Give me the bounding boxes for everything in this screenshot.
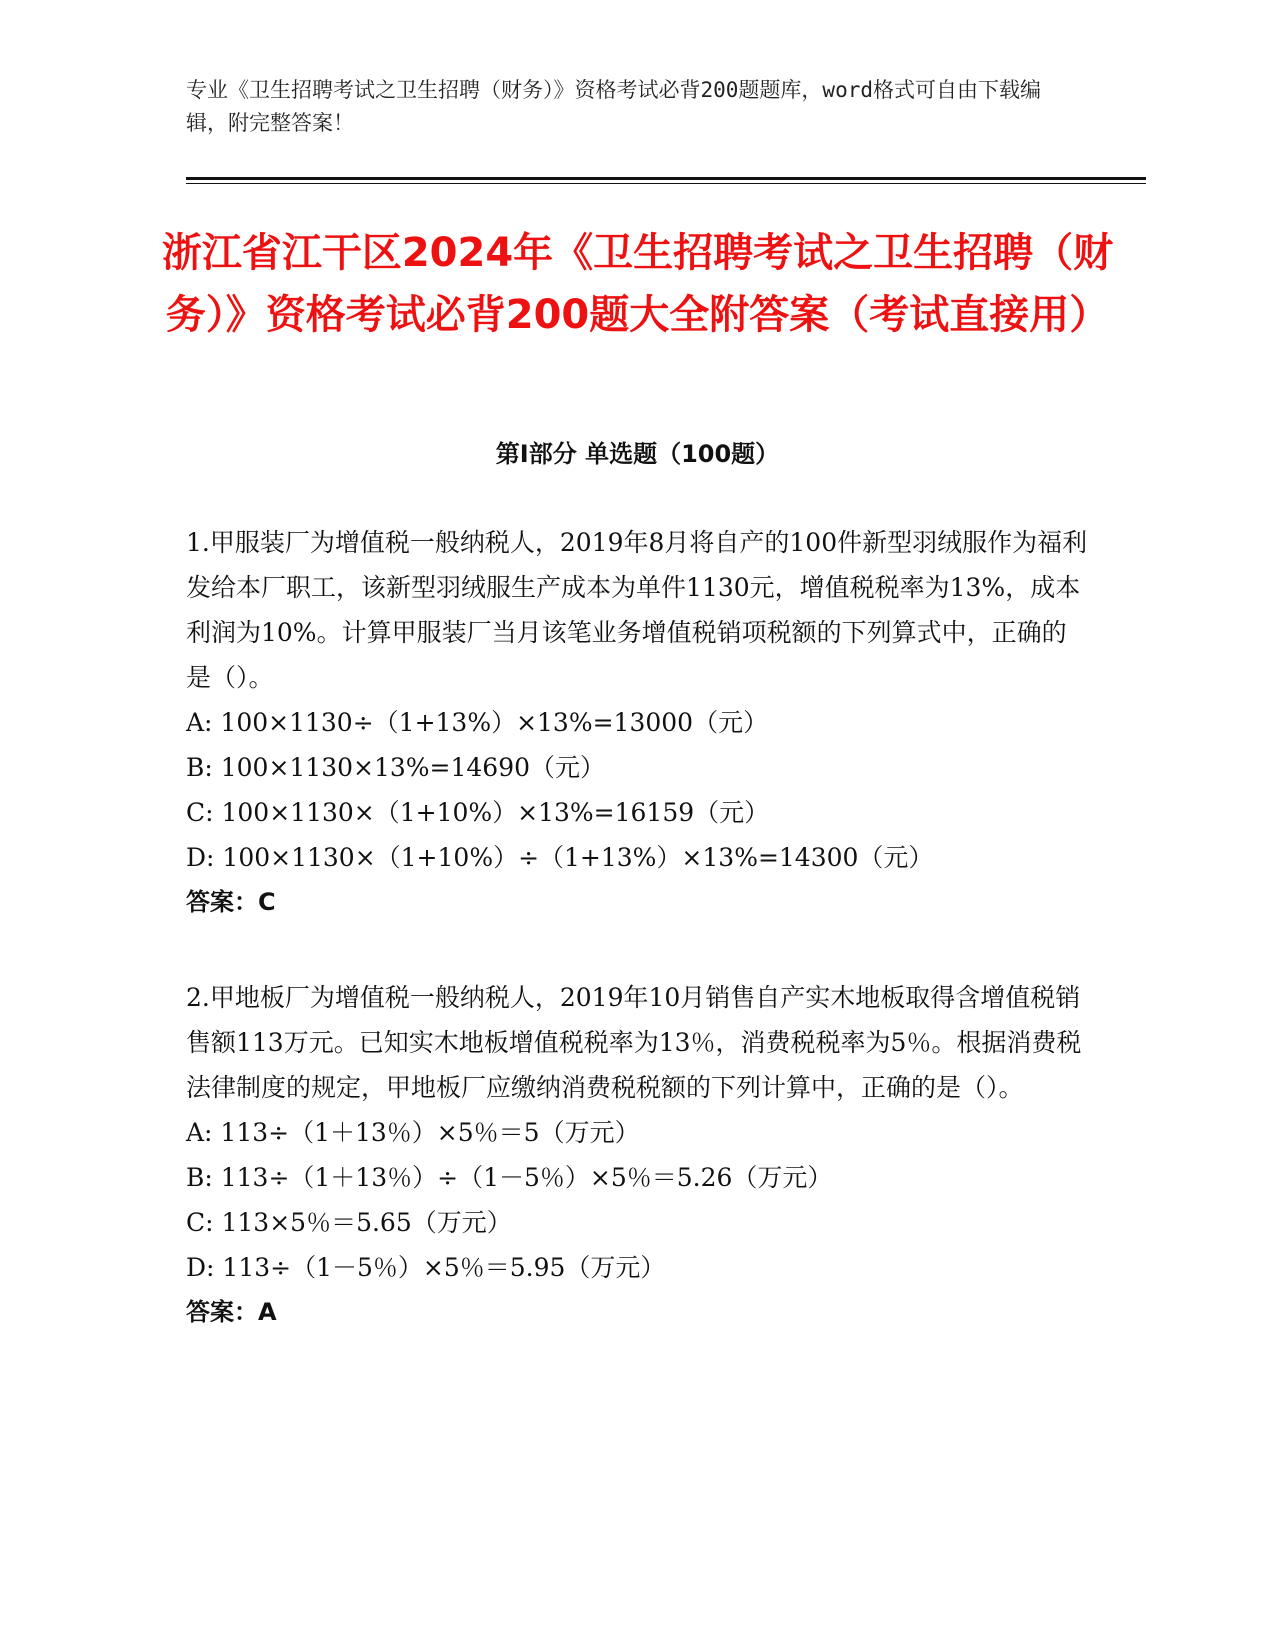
question-stem: 2.甲地板厂为增值税一般纳税人，2019年10月销售自产实木地板取得含增值税销售额113万元。已知实木地板增值税税率为13％，消费税税率为5％。根据消费税法律制度的规定，甲地板厂应缴纳消费税税额的下列计算中，正确的是（）。 xyxy=(186,983,1082,1102)
section-title: 第Ⅰ部分 单选题（100题） xyxy=(495,440,780,468)
question-stem: 1.甲服装厂为增值税一般纳税人，2019年8月将自产的100件新型羽绒服作为福利发给本厂职工，该新型羽绒服生产成本为单件1130元，增值税税率为13%，成本利润为10%。计算甲服装厂当月该笔业务增值税销项税额的下列算式中，正确的是（）。 xyxy=(186,528,1088,692)
option-c: C: 100×1130×（1+10%）×13%=16159（元） xyxy=(186,798,770,827)
header-rule-thin xyxy=(186,183,1146,184)
document-title: 浙江省江干区2024年《卫生招聘考试之卫生招聘（财务）》资格考试必背200题大全附答案（考试直接用） xyxy=(161,230,1114,338)
option-b: B: 113÷（1＋13％）÷（1－5％）×5％＝5.26（万元） xyxy=(186,1163,833,1192)
header-note: 专业《卫生招聘考试之卫生招聘（财务）》资格考试必背200题题库，word格式可自由下载编辑，附完整答案！ xyxy=(186,78,1041,135)
option-c: C: 113×5％＝5.65（万元） xyxy=(186,1208,512,1237)
option-b: B: 100×1130×13%=14690（元） xyxy=(186,753,606,782)
option-a: A: 113÷（1＋13％）×5％＝5（万元） xyxy=(186,1118,640,1147)
question-2 xyxy=(186,975,1091,1335)
answer: 答案：A xyxy=(186,1298,277,1326)
option-a: A: 100×1130÷（1+13%）×13%=13000（元） xyxy=(186,708,769,737)
answer: 答案：C xyxy=(186,888,276,916)
option-d: D: 100×1130×（1+10%）÷（1+13%）×13%=14300（元） xyxy=(186,843,934,872)
header-rule-thick xyxy=(186,177,1146,180)
question-1 xyxy=(186,520,1091,925)
option-d: D: 113÷（1－5％）×5％＝5.95（万元） xyxy=(186,1253,666,1282)
